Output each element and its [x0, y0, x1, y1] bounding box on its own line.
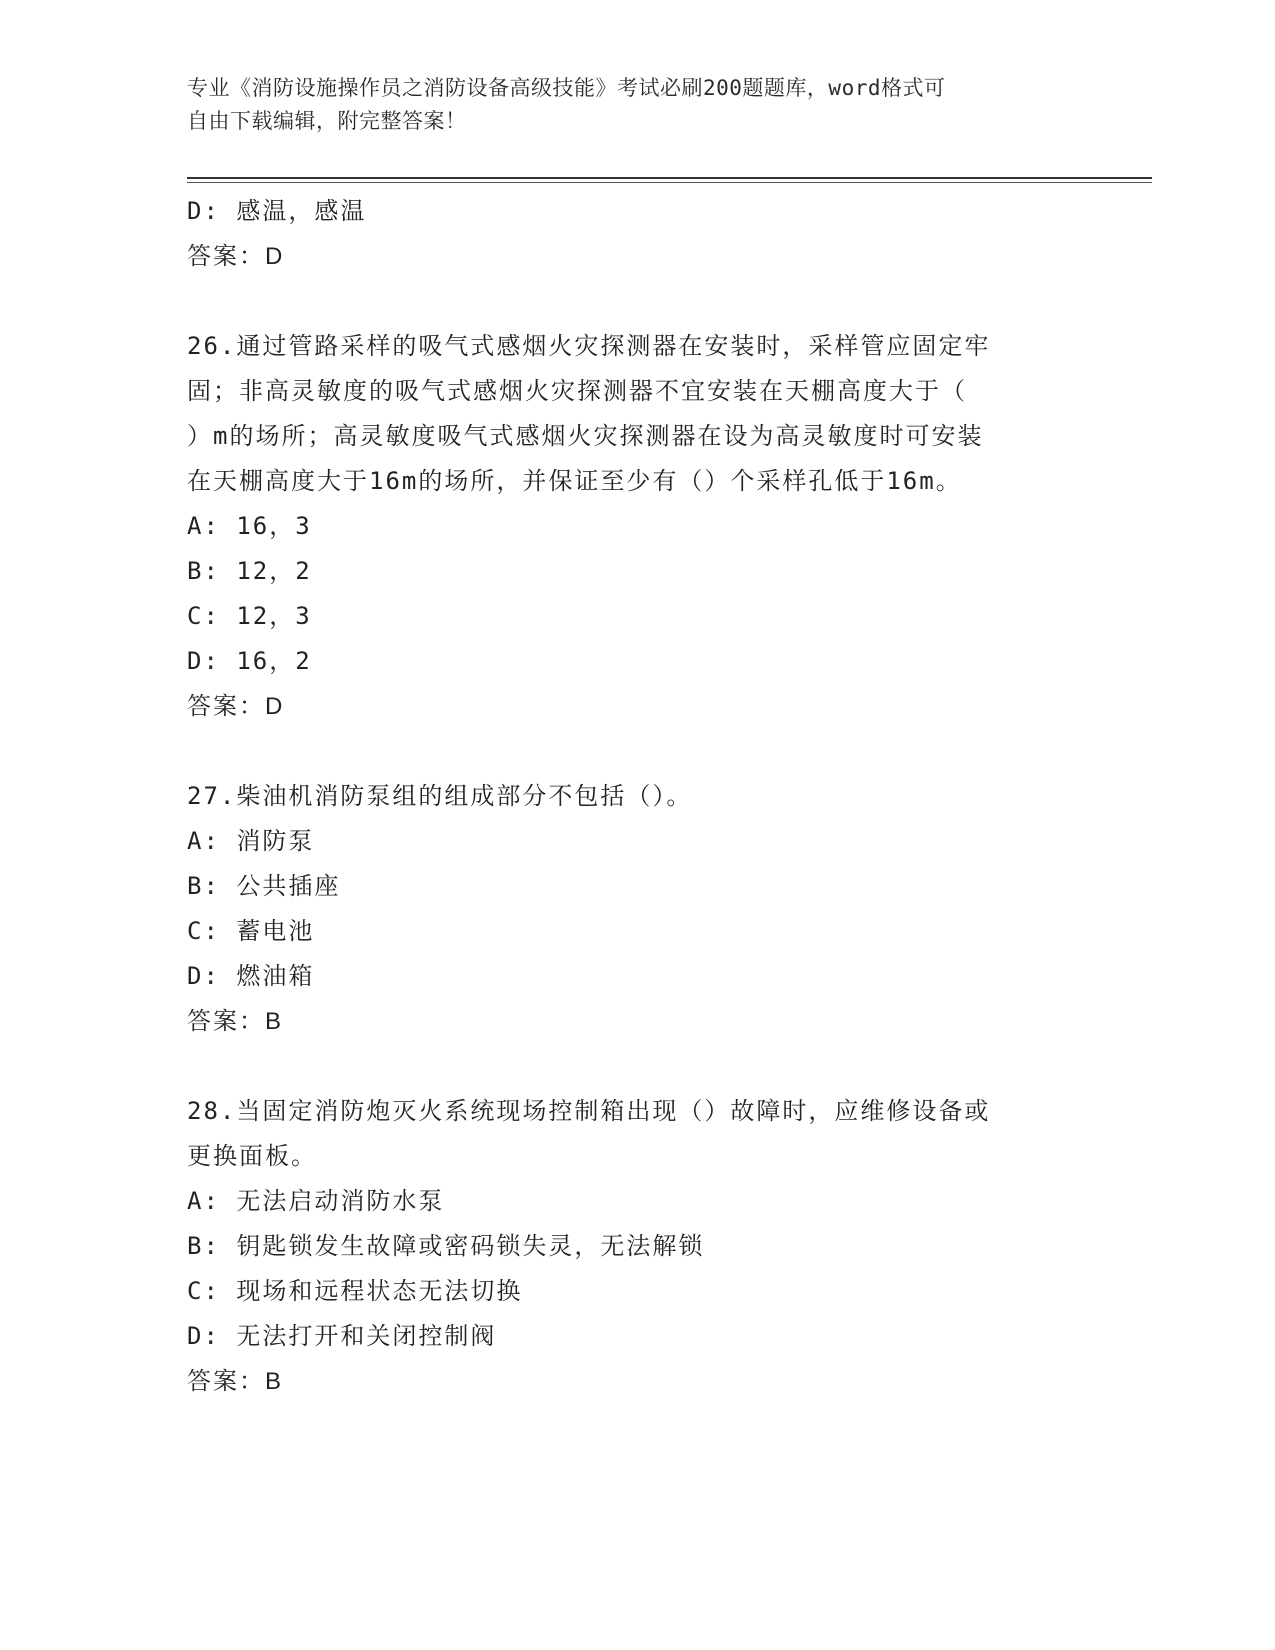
spacer	[187, 279, 1087, 324]
page-header	[187, 72, 1067, 138]
option-a: A: 消防泵	[187, 827, 315, 855]
header-line-1: 专业《消防设施操作员之消防设备高级技能》考试必刷200题题库，word格式可	[187, 76, 946, 100]
question-27	[187, 774, 1087, 1044]
question-stem-line: 在天棚高度大于16m的场所，并保证至少有（）个采样孔低于16m。	[187, 467, 962, 495]
question-stem-line: 28.当固定消防炮灭火系统现场控制箱出现（）故障时，应维修设备或	[187, 1097, 991, 1125]
option-a: A: 无法启动消防水泵	[187, 1187, 445, 1215]
option-b: B: 12，2	[187, 557, 312, 585]
option-b: B: 公共插座	[187, 872, 341, 900]
option-d: D: 16，2	[187, 647, 312, 675]
question-stem-line: ）m的场所；高灵敏度吸气式感烟火灾探测器在设为高灵敏度时可安装	[187, 422, 984, 450]
carryover-option-d: D: 感温，感温	[187, 197, 367, 225]
question-stem-line: 26.通过管路采样的吸气式感烟火灾探测器在安装时，采样管应固定牢	[187, 332, 991, 360]
spacer	[187, 729, 1087, 774]
carryover-answer: 答案：D	[187, 243, 285, 270]
answer: 答案：B	[187, 1008, 284, 1035]
option-a: A: 16，3	[187, 512, 312, 540]
question-28	[187, 1089, 1087, 1404]
question-stem-line: 更换面板。	[187, 1142, 317, 1170]
answer: 答案：B	[187, 1368, 284, 1395]
option-b: B: 钥匙锁发生故障或密码锁失灵，无法解锁	[187, 1232, 705, 1260]
option-c: C: 12，3	[187, 602, 312, 630]
option-c: C: 蓄电池	[187, 917, 315, 945]
spacer	[187, 1044, 1087, 1089]
header-line-2: 自由下载编辑，附完整答案！	[187, 109, 467, 133]
option-c: C: 现场和远程状态无法切换	[187, 1277, 523, 1305]
header-divider-thick	[187, 177, 1152, 179]
option-d: D: 无法打开和关闭控制阀	[187, 1322, 497, 1350]
question-26	[187, 324, 1087, 729]
question-stem-line: 27.柴油机消防泵组的组成部分不包括（）。	[187, 782, 693, 810]
header-divider-thin	[187, 182, 1152, 183]
answer: 答案：D	[187, 693, 285, 720]
question-content	[187, 189, 1087, 1404]
option-d: D: 燃油箱	[187, 962, 315, 990]
question-stem-line: 固；非高灵敏度的吸气式感烟火灾探测器不宜安装在天棚高度大于（	[187, 377, 967, 405]
